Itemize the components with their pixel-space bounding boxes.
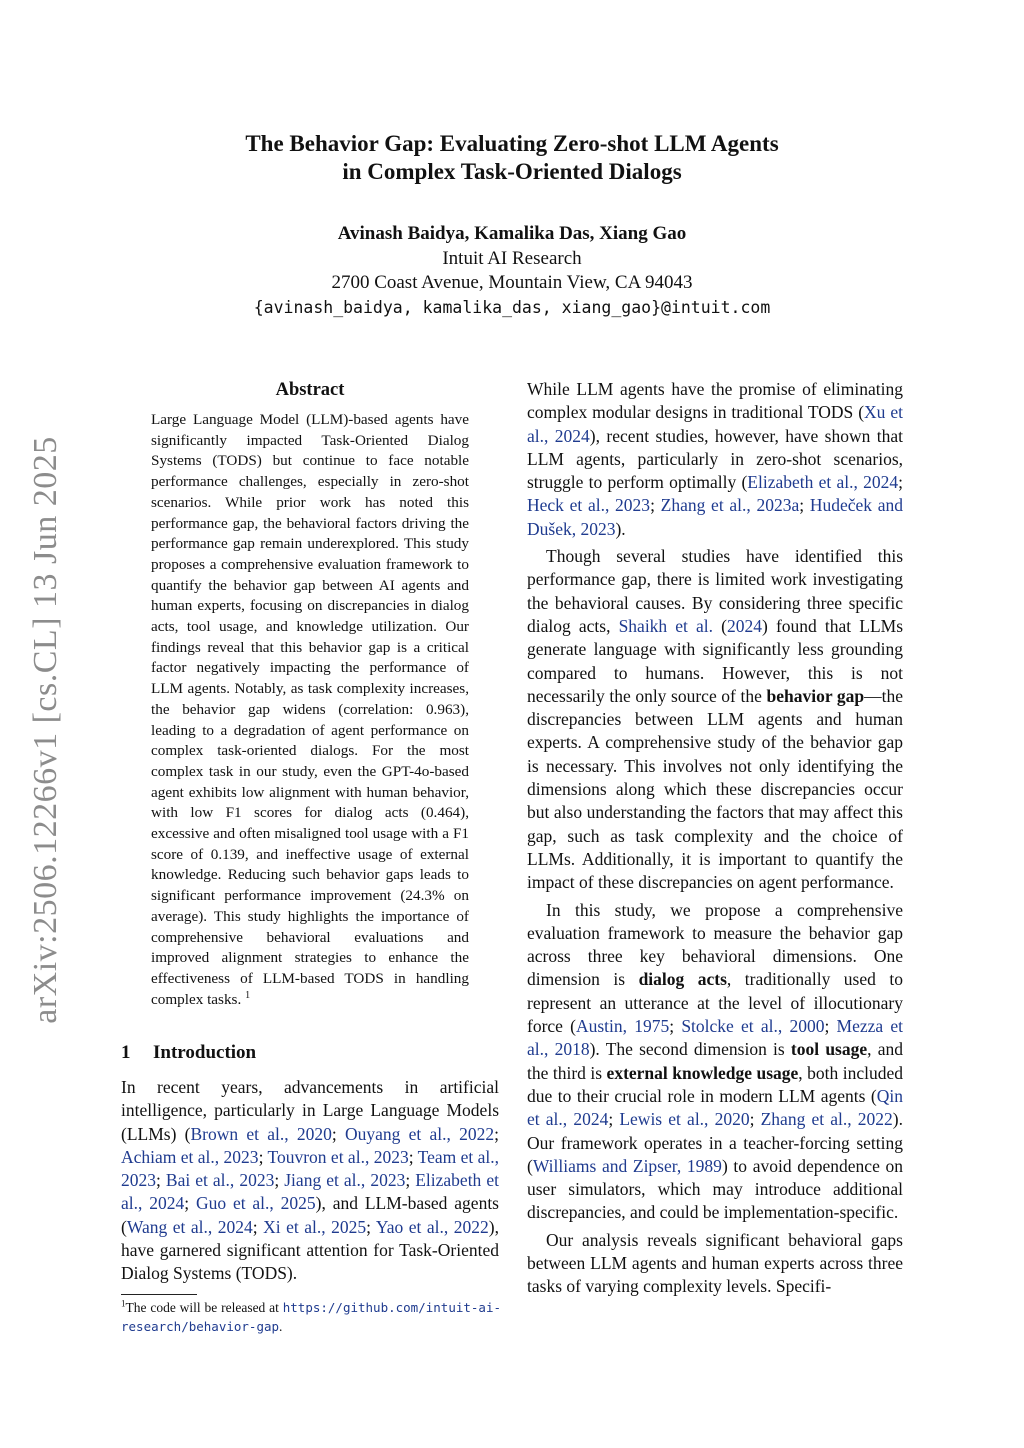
citation-link[interactable]: Stolcke et al., 2000 xyxy=(681,1016,825,1037)
citation-link[interactable]: Lewis et al., 2020 xyxy=(619,1109,750,1130)
citation-link[interactable]: Xu et al., 2024 xyxy=(527,402,903,446)
citation-link[interactable]: Ouyang et al., 2022 xyxy=(344,1123,495,1144)
author-affiliation: Intuit AI Research xyxy=(442,247,582,269)
text-run: , both included due to their crucial role in modern LLM agents ( xyxy=(527,1062,903,1106)
citation-link[interactable]: Jiang et al., 2023 xyxy=(284,1170,406,1191)
citation-link[interactable]: Zhang et al., 2022 xyxy=(760,1109,893,1130)
intro-paragraph-1: In recent years, advancements in artificial intelligence, particularly in Large Language Models (LLMs) (Brown et al., 2020; Ouyang et al., 2022; Achiam et al., 2023; Touvron et al., 2023; Team et al., 2023; Bai et al., 2023; Jiang et al., 2023; Elizabeth et al., 2024; Guo et al., 2025), and LLM-based agents (Wang et al., 2024; Xi et al., 2025; Yao et al., 2022), have garnered significant attention for Task-Oriented Dialog Systems (TODS). xyxy=(121,1077,500,1284)
section-heading-introduction xyxy=(121,1040,499,1066)
bold-term: external knowledge usage xyxy=(606,1062,799,1083)
title-line-1: The Behavior Gap: Evaluating Zero-shot LLM Agents xyxy=(245,131,779,156)
footnote-end: . xyxy=(279,1319,283,1334)
bold-term: tool usage xyxy=(790,1039,868,1060)
citation-link[interactable]: Heck et al., 2023 xyxy=(527,495,651,516)
footnote-reference[interactable]: 1 xyxy=(245,989,251,1001)
arxiv-identifier-text: arXiv:2506.12266v1 [cs.CL] 13 Jun 2025 xyxy=(27,436,64,1024)
text-run: In this study, we propose a comprehensive evaluation framework to measure the behavior gap across three key behavioral dimensions. One dimension is xyxy=(527,899,903,990)
author-names: Avinash Baidya, Kamalika Das, Xiang Gao xyxy=(337,223,687,244)
text-run: found that LLMs generate language with significantly less grounding compared to humans. However, this is not necessarily the only source of the xyxy=(527,615,903,706)
text-run: ), have garnered significant attention for Task-Oriented Dialog Systems (TODS). xyxy=(121,1216,499,1284)
right-paragraph-1: While LLM agents have the promise of eliminating complex modular designs in traditional TODS (Xu et al., 2024), recent studies, however, have shown that LLM agents, particularly in zero-shot scenarios, struggle to perform optimally (Elizabeth et al., 2024; Heck et al., 2023; Zhang et al., 2023a; Hudeček and Dušek, 2023). xyxy=(527,379,903,539)
citation-link[interactable]: Wang et al., 2024 xyxy=(126,1216,253,1237)
text-run: Though several studies have identified this performance gap, there is limited work investigating the behavioral causes. By considering three specific dialog acts, xyxy=(527,546,903,636)
author-address: 2700 Coast Avenue, Mountain View, CA 94043 xyxy=(331,272,693,293)
text-run: ). xyxy=(615,518,626,539)
abstract-heading: Abstract xyxy=(275,380,345,400)
author-email: {avinash_baidya, kamalika_das, xiang_gao}@intuit.com xyxy=(253,297,771,317)
text-run: ). The second dimension is xyxy=(589,1039,791,1060)
right-paragraph-4 xyxy=(527,1229,903,1299)
right-column xyxy=(527,378,903,1299)
footnote xyxy=(121,1298,501,1336)
paper-title xyxy=(0,130,1024,186)
citation-link[interactable]: Touvron et al., 2023 xyxy=(267,1146,409,1167)
citation-link[interactable]: Brown et al., 2020 xyxy=(190,1123,332,1144)
author-block xyxy=(0,222,1024,320)
footnote-url-link[interactable]: https://github.com/intuit-ai-research/behavior-gap xyxy=(121,1300,501,1334)
footnote-text: The code will be released at xyxy=(125,1300,283,1315)
citation-link[interactable]: Qin et al., 2024 xyxy=(527,1085,903,1130)
citation-link[interactable]: Williams and Zipser, 1989 xyxy=(532,1155,722,1176)
citation-link[interactable]: Guo et al., 2025 xyxy=(195,1193,316,1214)
title-line-2: in Complex Task-Oriented Dialogs xyxy=(342,159,682,184)
right-paragraph-2: Though several studies have identified this performance gap, there is limited work investigating the behavioral causes. By considering three specific dialog acts, Shaikh et al. (2024) found that LLMs generate language with significantly less grounding compared to humans. However, this is not necessarily the only source of the behavior gap—the discrepancies between LLM agents and human experts. A comprehensive study of the behavior gap is necessary. This involves not only identifying the dimensions along which these discrepancies occur but also understanding the factors that may affect this gap, such as task complexity and the choice of LLMs. Additionally, it is important to quantify the impact of these discrepancies on agent performance. xyxy=(527,546,903,893)
text-run: ). Our framework operates in a teacher-forcing setting ( xyxy=(527,1109,903,1176)
text-run: ), and LLM-based agents ( xyxy=(121,1193,499,1237)
text-run: While LLM agents have the promise of eliminating complex modular designs in traditional TODS ( xyxy=(527,379,903,423)
footnote-divider xyxy=(121,1294,197,1295)
citation-link[interactable]: Bai et al., 2023 xyxy=(165,1170,275,1191)
section-number: 1 xyxy=(121,1042,131,1063)
abstract-body: Large Language Model (LLM)-based agents have significantly impacted Task-Oriented Dialog Systems (TODS) but continue to face notable performance challenges, especially in zero-shot scenarios. While prior work has noted this performance gap, the behavioral factors driving the performance gap remain underexplored. This study proposes a comprehensive evaluation framework to quantify the behavior gap between AI agents and human experts, focusing on discrepancies in dialog acts, tool usage, and knowledge utilization. Our findings reveal that this behavior gap is a critical factor negatively impacting the performance of LLM agents. Notably, as task complexity increases, the behavior gap widens (correlation: 0.963), leading to a degradation of agent performance on complex task-oriented dialogs. For the most complex task in our study, even the GPT-4o-based agent exhibits low alignment with human behavior, with low F1 scores for dialog acts (0.464), excessive and often misaligned tool usage with a F1 score of 0.139, and ineffective usage of external knowledge. Reducing such behavior gaps leads to significant performance improvement (24.3% on average). This study highlights the importance of comprehensive behavioral evaluations and improved alignment strategies to enhance the effectiveness of LLM-based TODS in handling complex tasks. xyxy=(151,411,469,1008)
citation-year-link[interactable]: 2024 xyxy=(727,615,762,636)
text-run: ) to avoid dependence on user simulators, which may introduce additional discrepancies, and could be implementation-specific. xyxy=(527,1155,904,1223)
abstract-text xyxy=(151,410,469,1010)
text-run: ), recent studies, however, have shown that LLM agents, particularly in zero-shot scenarios, struggle to perform optimally ( xyxy=(527,425,903,493)
text-run: —the discrepancies between LLM agents and human experts. A comprehensive study of the behavior gap is necessary. This involves not only identifying the dimensions along which these discrepancies occur but also understanding the factors that may affect this gap, such as task complexity and the choice of LLMs. Additionally, it is important to quantify the impact of these discrepancies on agent performance. xyxy=(527,685,903,893)
citation-link[interactable]: Achiam et al., 2023 xyxy=(121,1146,259,1167)
footnote-mark: 1 xyxy=(121,1298,126,1309)
abstract-section xyxy=(151,378,469,1010)
citation-link[interactable]: Hudeček and Dušek, 2023 xyxy=(527,495,903,539)
bold-term: dialog acts xyxy=(638,969,727,990)
citation-link[interactable]: Elizabeth et al., 2024 xyxy=(121,1170,499,1214)
citation-link[interactable]: Mezza et al., 2018 xyxy=(527,1016,903,1060)
text-run: In recent years, advancements in artificial intelligence, particularly in Large Language Models (LLMs) ( xyxy=(121,1077,499,1144)
citation-link[interactable]: Austin, 1975 xyxy=(575,1016,670,1037)
citation-link[interactable]: Shaikh et al. xyxy=(618,615,714,636)
citation-link[interactable]: Team et al., 2023 xyxy=(121,1146,500,1191)
citation-link[interactable]: Elizabeth et al., 2024 xyxy=(747,472,899,493)
section-title: Introduction xyxy=(153,1042,257,1063)
citation-link[interactable]: Zhang et al., 2023a xyxy=(660,495,800,516)
citation-link[interactable]: Xi et al., 2025 xyxy=(263,1216,367,1237)
right-paragraph-3: In this study, we propose a comprehensive evaluation framework to measure the behavior gap across three key behavioral dimensions. One dimension is dialog acts, traditionally used to represent an utterance at the level of illocutionary force (Austin, 1975; Stolcke et al., 2000; Mezza et al., 2018). The second dimension is tool usage, and the third is external knowledge usage, both included due to their crucial role in modern LLM agents (Qin et al., 2024; Lewis et al., 2020; Zhang et al., 2022). Our framework operates in a teacher-forcing setting (Williams and Zipser, 1989) to avoid dependence on user simulators, which may introduce additional discrepancies, and could be implementation-specific. xyxy=(527,899,904,1223)
text-run: Our analysis reveals significant behavioral gaps between LLM agents and human experts across three tasks of varying complexity levels. Specifi- xyxy=(527,1229,903,1297)
left-column-introduction xyxy=(121,1040,499,1286)
citation-link[interactable]: Yao et al., 2022 xyxy=(375,1216,489,1237)
text-run: , traditionally used to represent an utterance at the level of illocutionary force ( xyxy=(527,969,903,1037)
bold-term: behavior gap xyxy=(766,685,865,706)
text-run: , and the third is xyxy=(527,1039,903,1083)
